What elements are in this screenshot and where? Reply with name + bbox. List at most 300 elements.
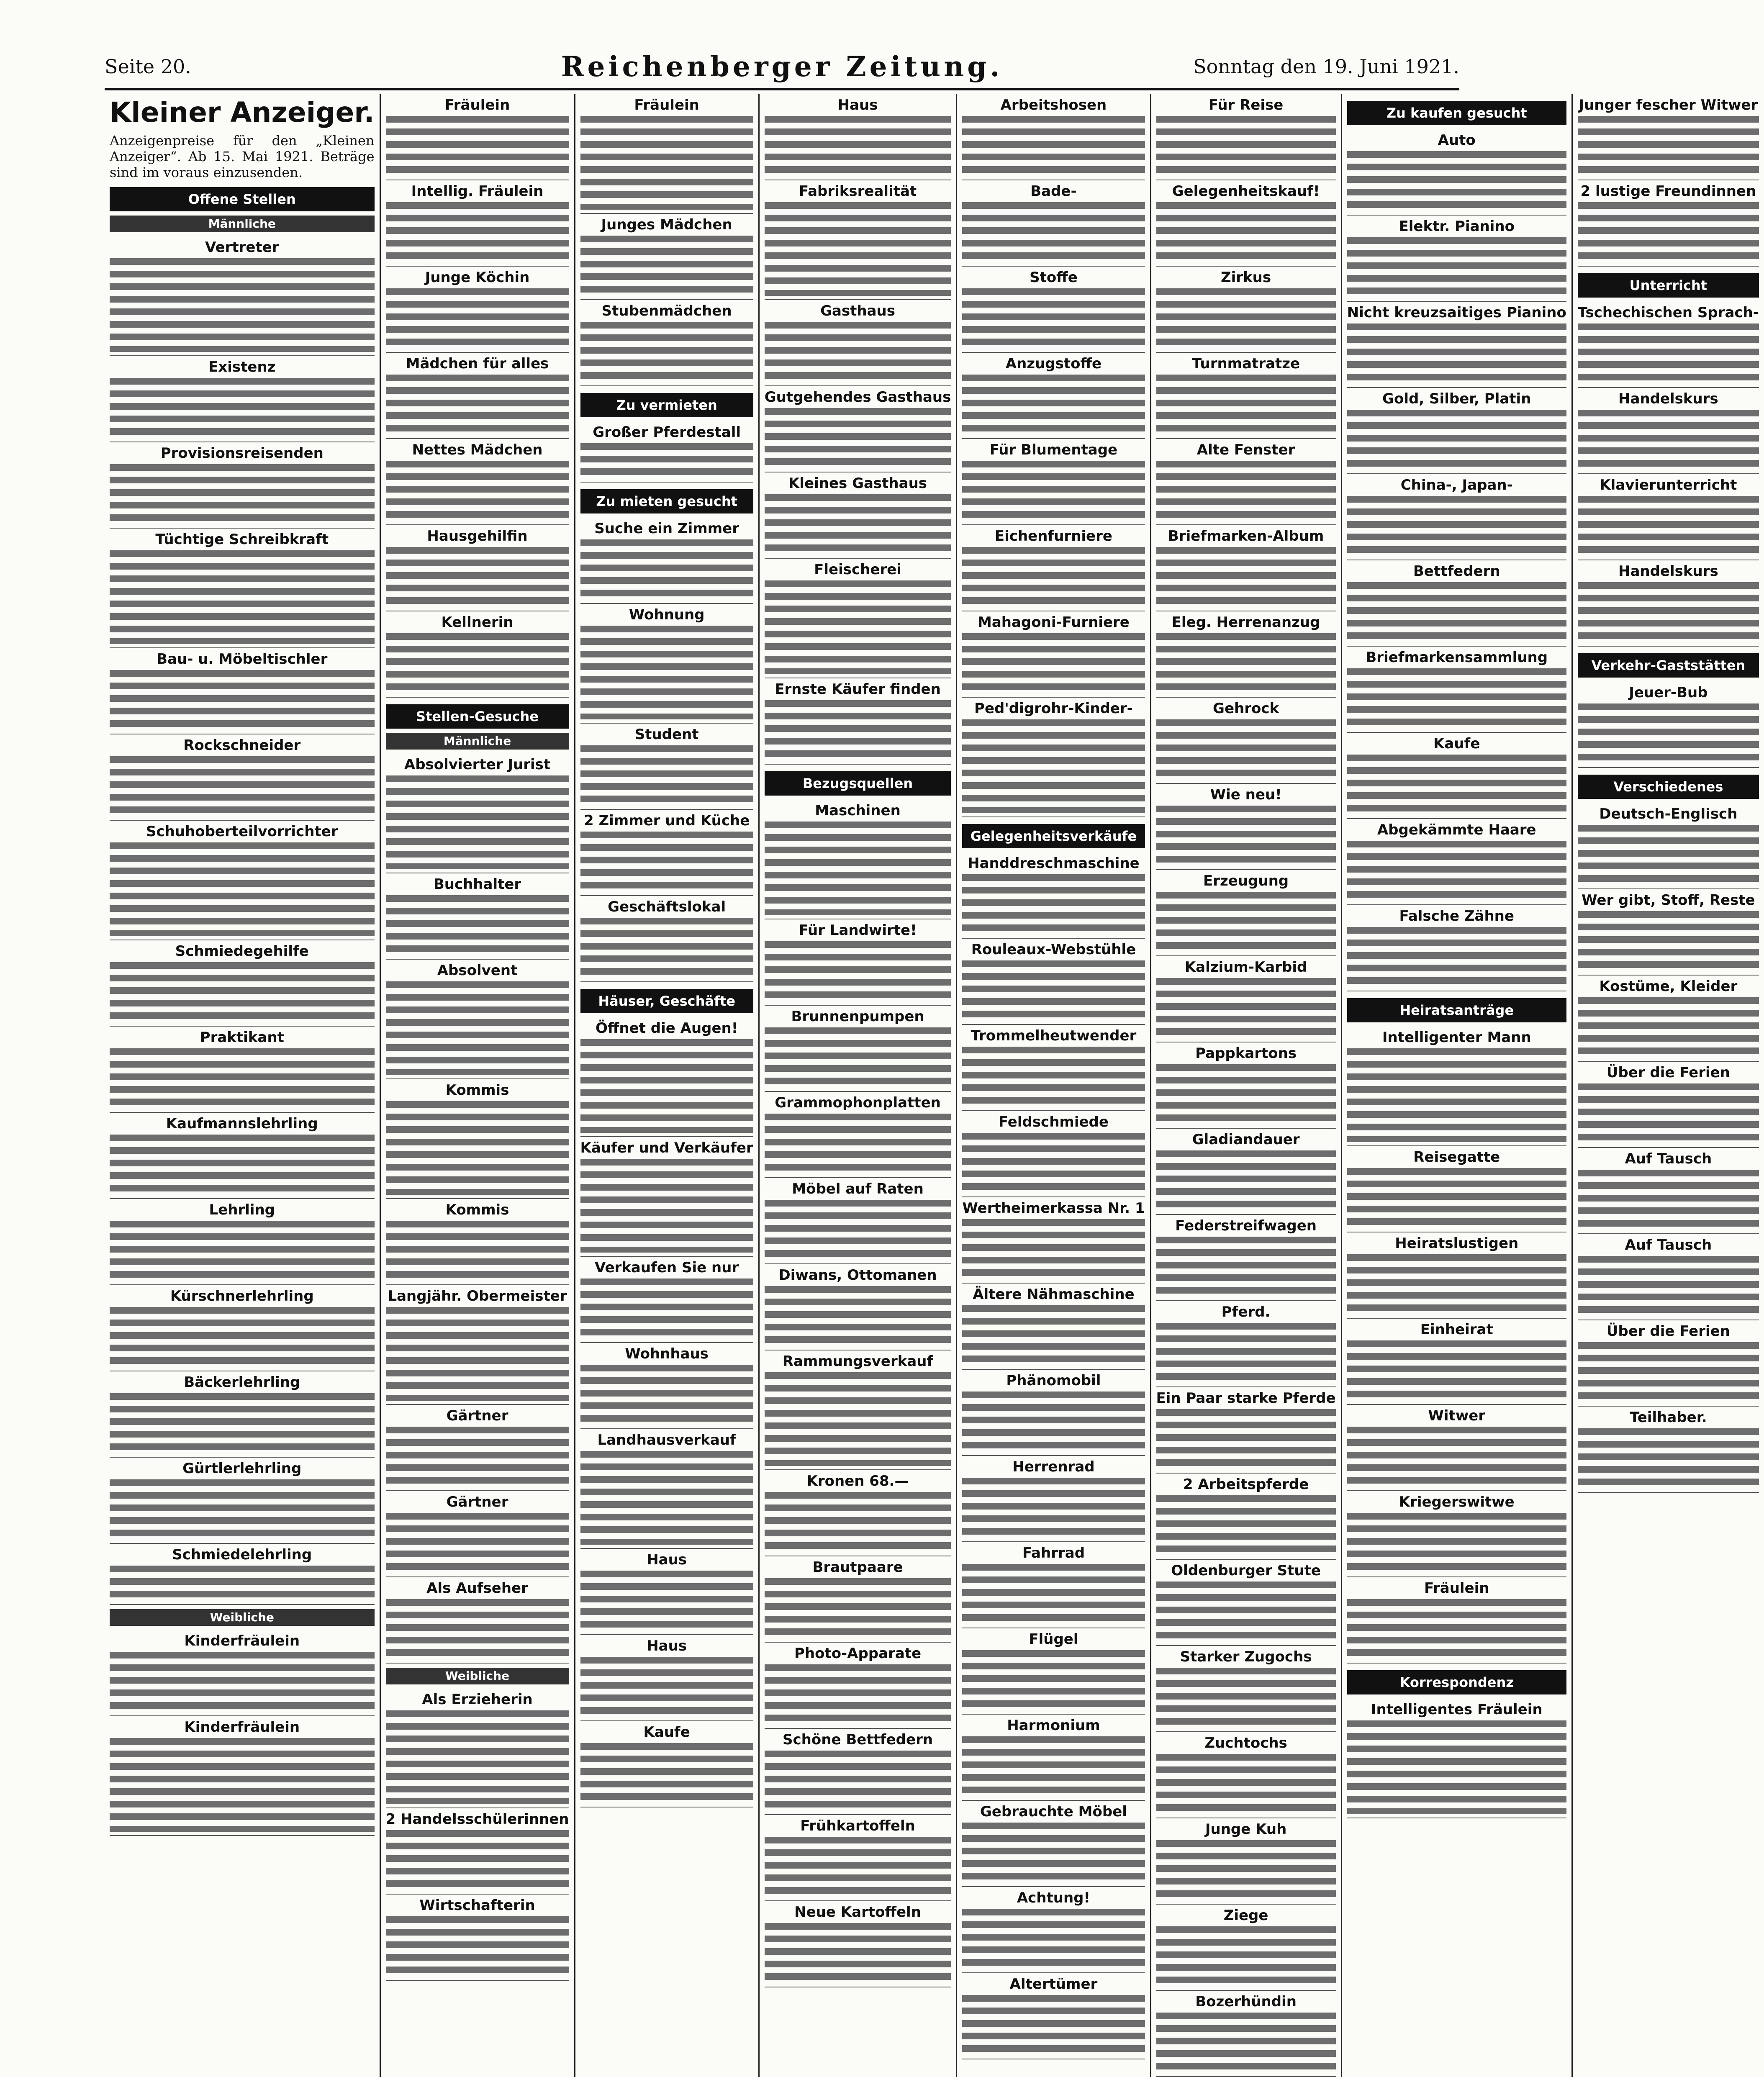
classified-ad	[1156, 956, 1336, 1042]
ad-headline: Auf Tausch	[1625, 1150, 1712, 1167]
ad-headline: Klavierunterricht	[1600, 477, 1737, 493]
classified-ad	[765, 1006, 951, 1092]
classified-ad	[386, 1808, 569, 1895]
classified-ad	[962, 1111, 1145, 1197]
ad-headline: Landhausverkauf	[597, 1432, 736, 1448]
ad-headline: Wohnung	[629, 606, 705, 623]
sub-rubric-heading: Weibliche	[386, 1668, 569, 1684]
ad-body-text	[765, 1111, 951, 1174]
ad-headline: Auf Tausch	[1625, 1237, 1712, 1253]
ad-body-text	[1156, 544, 1336, 607]
classified-columns	[105, 94, 1759, 2010]
classified-ad	[1578, 1148, 1759, 1234]
ad-body-text	[1578, 701, 1759, 764]
sub-rubric-heading: Weibliche	[110, 1609, 375, 1626]
ad-body-text	[386, 200, 569, 262]
classified-ad	[1347, 1027, 1566, 1146]
ad-body-text	[1578, 1081, 1759, 1144]
ad-body-text	[580, 537, 753, 600]
ad-body-text	[1347, 1718, 1566, 1814]
classified-ad	[765, 1264, 951, 1350]
classified-ad	[580, 1257, 753, 1343]
ad-body-text	[1347, 1252, 1566, 1314]
ad-headline: Grammophonplatten	[775, 1094, 941, 1111]
ad-headline: Frühkartoffeln	[800, 1818, 915, 1834]
ad-body-text	[1347, 235, 1566, 298]
ad-headline: Wohnhaus	[625, 1345, 709, 1362]
ad-headline: Kommis	[445, 1082, 509, 1099]
ad-headline: Neue Kartoffeln	[794, 1904, 921, 1920]
ad-body-text	[765, 1489, 951, 1552]
classified-ad	[580, 214, 753, 300]
ad-headline: Mahagoni-Furniere	[978, 614, 1130, 631]
ad-body-text	[765, 200, 951, 296]
ad-body-text	[580, 623, 753, 719]
classified-ad	[962, 1456, 1145, 1542]
ad-body-text	[962, 544, 1145, 607]
ad-body-text	[1578, 321, 1759, 384]
ad-headline: China-, Japan-	[1400, 477, 1513, 493]
classified-ad	[765, 1729, 951, 1815]
classified-ad	[386, 1491, 569, 1577]
ad-headline: Maschinen	[815, 802, 901, 819]
classified-ad	[110, 356, 375, 442]
classified-ad	[110, 236, 375, 356]
ad-body-text	[580, 441, 753, 478]
ad-body-text	[1156, 1148, 1336, 1211]
classified-ad	[962, 698, 1145, 817]
rubric-heading: Verkehr-Gaststätten	[1578, 653, 1759, 678]
ad-headline: Gelegenheitskauf!	[1172, 183, 1320, 200]
classified-ad	[765, 472, 951, 559]
classified-ad	[110, 442, 375, 529]
ad-body-text	[1578, 113, 1759, 176]
classified-ad	[386, 754, 569, 873]
ad-headline: Ein Paar starke Pferde	[1156, 1390, 1336, 1407]
ad-body-text	[1347, 1046, 1566, 1142]
ad-body-text	[110, 1046, 375, 1109]
classified-ad	[1347, 560, 1566, 647]
ad-body-text	[580, 1037, 753, 1133]
ad-body-text	[110, 1391, 375, 1453]
ad-headline: Gebrauchte Möbel	[980, 1803, 1127, 1820]
ad-body-text	[386, 544, 569, 607]
ad-body-text	[110, 462, 375, 524]
ad-body-text	[962, 1992, 1145, 2055]
ad-headline: Handdreschmaschine	[968, 855, 1140, 872]
ad-body-text	[1156, 1751, 1336, 1814]
ad-headline: Brunnenpumpen	[791, 1008, 924, 1025]
classified-ad	[765, 919, 951, 1006]
ad-headline: Über die Ferien	[1606, 1064, 1730, 1081]
ad-body-text	[1578, 909, 1759, 971]
ad-headline: Für Reise	[1208, 97, 1284, 113]
ad-body-text	[580, 1568, 753, 1631]
ad-headline: Jeuer-Bub	[1629, 684, 1708, 701]
ad-headline: Schmiedegehilfe	[175, 943, 309, 960]
classified-ad	[962, 1542, 1145, 1628]
ad-headline: Feldschmiede	[998, 1114, 1109, 1130]
classified-ad	[1578, 1320, 1759, 1407]
ad-headline: Rockschneider	[183, 737, 301, 754]
classified-ad	[1156, 1301, 1336, 1387]
ad-body-text	[386, 1597, 569, 1659]
column-6	[1151, 94, 1342, 2077]
ad-headline: Großer Pferdestall	[593, 424, 741, 441]
ad-headline: Starker Zugochs	[1180, 1648, 1312, 1665]
ad-body-text	[765, 1025, 951, 1088]
ad-headline: Handelskurs	[1618, 563, 1718, 580]
ad-headline: Käufer und Verkäufer	[580, 1140, 753, 1156]
ad-body-text	[1156, 976, 1336, 1038]
classified-ad	[386, 611, 569, 698]
ad-body-text	[110, 960, 375, 1022]
ad-headline: Brautpaare	[812, 1559, 903, 1576]
ad-headline: Langjähr. Obermeister	[388, 1288, 567, 1304]
classified-ad	[1578, 889, 1759, 976]
ad-body-text	[962, 113, 1145, 176]
ad-body-text	[110, 840, 375, 936]
classified-ad	[1347, 1232, 1566, 1319]
classified-ad	[1156, 1905, 1336, 1991]
classified-ad	[110, 1285, 375, 1371]
ad-headline: Haus	[837, 97, 878, 113]
classified-ad	[962, 1370, 1145, 1456]
ad-headline: Tschechischen Sprach-	[1577, 304, 1759, 321]
ad-body-text	[1578, 1426, 1759, 1489]
ad-headline: Vertreter	[205, 239, 279, 256]
page-number: Seite 20.	[105, 55, 191, 78]
ad-body-text	[386, 1099, 569, 1195]
classified-ad	[1347, 905, 1566, 991]
sub-rubric-heading: Männliche	[386, 733, 569, 750]
section-title: Kleiner Anzeiger.	[110, 96, 375, 128]
ad-body-text	[1347, 493, 1566, 556]
ad-body-text	[1347, 407, 1566, 470]
ad-body-text	[386, 631, 569, 693]
classified-ad	[962, 1197, 1145, 1284]
ad-body-text	[1347, 666, 1566, 729]
classified-ad	[1347, 129, 1566, 216]
ad-body-text	[110, 375, 375, 438]
classified-ad	[1156, 180, 1336, 267]
ad-headline: Bettfedern	[1413, 563, 1500, 580]
ad-headline: Flügel	[1029, 1631, 1078, 1648]
classified-ad	[765, 678, 951, 765]
ad-body-text	[1156, 286, 1336, 349]
ad-body-text	[1156, 200, 1336, 262]
ad-headline: Achtung!	[1017, 1890, 1091, 1906]
ad-body-text	[386, 458, 569, 521]
ad-body-text	[1156, 2010, 1336, 2073]
ad-headline: Oldenburger Stute	[1171, 1562, 1321, 1579]
ad-body-text	[962, 631, 1145, 693]
ad-headline: Gutgehendes Gasthaus	[764, 389, 951, 406]
ad-body-text	[1347, 924, 1566, 987]
classified-ad	[110, 1716, 375, 1836]
ad-headline: Ped'digrohr-Kinder-	[974, 700, 1133, 717]
rubric-heading: Zu mieten gesucht	[580, 489, 753, 513]
ad-headline: Wer gibt, Stoff, Reste	[1582, 892, 1755, 909]
ad-body-text	[386, 1708, 569, 1804]
ad-headline: Intelligentes Fräulein	[1371, 1701, 1543, 1718]
ad-headline: Einheirat	[1420, 1321, 1493, 1338]
ad-body-text	[1347, 321, 1566, 384]
ad-headline: Bozerhündin	[1195, 1993, 1297, 2010]
ad-headline: Federstreifwagen	[1175, 1217, 1317, 1234]
ad-body-text	[110, 1218, 375, 1281]
ad-body-text	[765, 1662, 951, 1725]
ad-body-text	[580, 319, 753, 382]
ad-body-text	[1156, 717, 1336, 780]
ad-body-text	[765, 698, 951, 760]
ad-headline: Für Blumentage	[989, 442, 1118, 458]
ad-body-text	[962, 1475, 1145, 1538]
rubric-heading: Bezugsquellen	[765, 771, 951, 796]
classified-ad	[765, 1901, 951, 1987]
ad-body-text	[1156, 803, 1336, 866]
ad-body-text	[962, 286, 1145, 349]
classified-ad	[765, 94, 951, 180]
ad-body-text	[1156, 1665, 1336, 1728]
ad-headline: Lehrling	[209, 1202, 275, 1218]
ad-body-text	[386, 773, 569, 869]
ad-headline: Schöne Bettfedern	[783, 1731, 933, 1748]
ad-body-text	[1156, 1838, 1336, 1900]
ad-body-text	[962, 872, 1145, 935]
classified-ad	[110, 821, 375, 940]
ad-body-text	[1156, 631, 1336, 693]
classified-ad	[1347, 647, 1566, 733]
ad-headline: 2 Zimmer und Küche	[583, 812, 750, 829]
ad-headline: Anzugstoffe	[1005, 355, 1102, 372]
ad-body-text	[386, 1510, 569, 1573]
ad-body-text	[1156, 1234, 1336, 1297]
classified-ad	[110, 1113, 375, 1199]
ad-headline: Wie neu!	[1210, 786, 1282, 803]
ad-headline: Turnmatratze	[1192, 355, 1300, 372]
ad-body-text	[386, 286, 569, 349]
ad-body-text	[386, 893, 569, 955]
classified-ad	[386, 1079, 569, 1199]
classified-ad	[1578, 474, 1759, 560]
ad-headline: Zuchtochs	[1204, 1735, 1287, 1751]
ad-headline: Für Landwirte!	[799, 922, 917, 939]
ad-headline: Bade-	[1030, 183, 1077, 200]
ad-body-text	[110, 1649, 375, 1712]
classified-ad	[386, 525, 569, 611]
ad-body-text	[962, 372, 1145, 435]
ad-headline: Buchhalter	[433, 876, 521, 893]
masthead: Reichenberger Zeitung.	[561, 50, 1003, 83]
ad-body-text	[110, 1304, 375, 1367]
classified-ad	[962, 1973, 1145, 2059]
ad-body-text	[580, 915, 753, 978]
ad-body-text	[962, 200, 1145, 262]
classified-ad	[1156, 698, 1336, 784]
classified-ad	[580, 1549, 753, 1635]
page-header	[105, 50, 1459, 90]
ad-headline: Heiratslustigen	[1395, 1235, 1519, 1252]
ad-body-text	[962, 958, 1145, 1021]
rubric-heading: Heiratsanträge	[1347, 998, 1566, 1022]
ad-headline: Kalzium-Karbid	[1184, 959, 1307, 976]
classified-ad	[386, 1199, 569, 1285]
classified-ad	[110, 529, 375, 648]
ad-body-text	[580, 1741, 753, 1803]
classified-ad	[1156, 1042, 1336, 1129]
ad-body-text	[1347, 1510, 1566, 1573]
price-intro: Anzeigenpreise für den „Kleinen Anzeiger“. Ab 15. Mai 1921. Beträge sind im voraus einzusenden.	[110, 133, 375, 180]
ad-headline: Auto	[1438, 132, 1476, 149]
column-8	[1573, 94, 1764, 2077]
ad-body-text	[962, 1130, 1145, 1193]
ad-headline: Falsche Zähne	[1399, 908, 1514, 924]
ad-body-text	[1578, 407, 1759, 470]
classified-ad	[765, 1815, 951, 1901]
ad-headline: Gold, Silber, Platin	[1382, 390, 1531, 407]
ad-body-text	[765, 1834, 951, 1897]
classified-ad	[1156, 1560, 1336, 1646]
classified-ad	[110, 1630, 375, 1716]
ad-body-text	[1156, 113, 1336, 176]
classified-ad	[1156, 1991, 1336, 2077]
classified-ad	[962, 852, 1145, 939]
ad-headline: Trommelheutwender	[971, 1027, 1137, 1044]
classified-ad	[962, 180, 1145, 267]
ad-body-text	[580, 829, 753, 892]
ad-headline: Erzeugung	[1203, 873, 1289, 889]
ad-headline: Altertümer	[1009, 1976, 1098, 1992]
classified-ad	[580, 300, 753, 386]
ad-body-text	[962, 1389, 1145, 1452]
classified-ad	[1347, 1699, 1566, 1818]
ad-headline: Arbeitshosen	[1000, 97, 1107, 113]
ad-headline: Ziege	[1223, 1907, 1268, 1924]
ad-body-text	[765, 1370, 951, 1466]
column-7	[1342, 94, 1573, 2077]
classified-ad	[386, 960, 569, 1079]
ad-headline: Fleischerei	[814, 561, 901, 578]
ad-body-text	[1578, 200, 1759, 262]
ad-headline: Kinderfräulein	[184, 1719, 300, 1736]
classified-ad	[386, 1577, 569, 1664]
ad-headline: Intelligenter Mann	[1382, 1029, 1531, 1046]
classified-ad	[1347, 388, 1566, 474]
classified-ad	[1156, 94, 1336, 180]
ad-headline: Pappkartons	[1195, 1045, 1297, 1062]
classified-ad	[1347, 1491, 1566, 1577]
ad-body-text	[386, 1828, 569, 1890]
ad-body-text	[962, 1217, 1145, 1279]
classified-ad	[962, 525, 1145, 611]
classified-ad	[386, 439, 569, 525]
ad-body-text	[1156, 1579, 1336, 1642]
ad-headline: Pferd.	[1221, 1304, 1271, 1320]
classified-ad	[110, 1199, 375, 1285]
ad-body-text	[765, 1748, 951, 1811]
classified-ad	[1578, 560, 1759, 647]
classified-ad	[110, 1458, 375, 1544]
classified-ad	[1156, 1818, 1336, 1905]
ad-body-text	[580, 233, 753, 296]
ad-body-text	[110, 548, 375, 644]
ad-headline: Kleines Gasthaus	[788, 475, 927, 492]
ad-body-text	[1578, 822, 1759, 885]
ad-headline: Handelskurs	[1618, 390, 1718, 407]
classified-ad	[1578, 388, 1759, 474]
classified-ad	[962, 939, 1145, 1025]
ad-body-text	[1347, 1338, 1566, 1401]
column-2	[381, 94, 575, 2077]
ad-headline: Rammungsverkauf	[782, 1353, 933, 1370]
ad-body-text	[1578, 995, 1759, 1058]
rubric-heading: Zu vermieten	[580, 393, 753, 417]
ad-body-text	[962, 1906, 1145, 1969]
classified-ad	[1578, 1234, 1759, 1320]
classified-ad	[580, 604, 753, 724]
classified-ad	[1578, 682, 1759, 768]
classified-ad	[386, 873, 569, 960]
ad-body-text	[110, 1563, 375, 1601]
ad-headline: Kriegerswitwe	[1399, 1494, 1515, 1510]
classified-ad	[1156, 784, 1336, 870]
ad-body-text	[765, 1576, 951, 1638]
ad-body-text	[1347, 1424, 1566, 1487]
rubric-heading: Korrespondenz	[1347, 1670, 1566, 1694]
ad-body-text	[1347, 1597, 1566, 1659]
ad-headline: Haus	[647, 1551, 687, 1568]
classified-ad	[962, 439, 1145, 525]
ad-headline: Gärtner	[446, 1407, 508, 1424]
ad-body-text	[580, 1276, 753, 1339]
ad-body-text	[765, 319, 951, 382]
classified-ad	[962, 1284, 1145, 1370]
classified-ad	[110, 1371, 375, 1458]
ad-headline: Junges Mädchen	[601, 216, 732, 233]
ad-headline: Gasthaus	[820, 303, 895, 319]
ad-headline: Kellnerin	[441, 614, 514, 631]
classified-ad	[580, 724, 753, 810]
classified-ad	[1578, 1062, 1759, 1148]
ad-headline: Student	[634, 726, 699, 743]
ad-body-text	[765, 1197, 951, 1260]
ad-headline: Existenz	[208, 359, 276, 375]
ad-headline: Junge Kuh	[1205, 1821, 1287, 1838]
classified-ad	[386, 267, 569, 353]
ad-body-text	[580, 1654, 753, 1717]
ad-headline: 2 Handelsschülerinnen	[385, 1811, 569, 1828]
classified-ad	[386, 180, 569, 267]
rubric-heading: Häuser, Geschäfte	[580, 989, 753, 1013]
ad-body-text	[1347, 752, 1566, 815]
classified-ad	[962, 353, 1145, 439]
ad-body-text	[386, 1914, 569, 1977]
rubric-heading: Stellen-Gesuche	[386, 704, 569, 729]
classified-ad	[386, 94, 569, 180]
ad-headline: Kronen 68.—	[806, 1473, 909, 1489]
rubric-heading: Gelegenheitsverkäufe	[962, 824, 1145, 848]
classified-ad	[386, 1895, 569, 1981]
classified-ad	[110, 1027, 375, 1113]
ad-headline: Kürschnerlehrling	[170, 1288, 314, 1304]
ad-headline: Elektr. Pianino	[1399, 218, 1515, 235]
ad-headline: Absolvierter Jurist	[404, 756, 551, 773]
classified-ad	[580, 421, 753, 483]
classified-ad	[1578, 302, 1759, 388]
ad-headline: Gärtner	[446, 1494, 508, 1510]
ad-body-text	[765, 1920, 951, 1983]
